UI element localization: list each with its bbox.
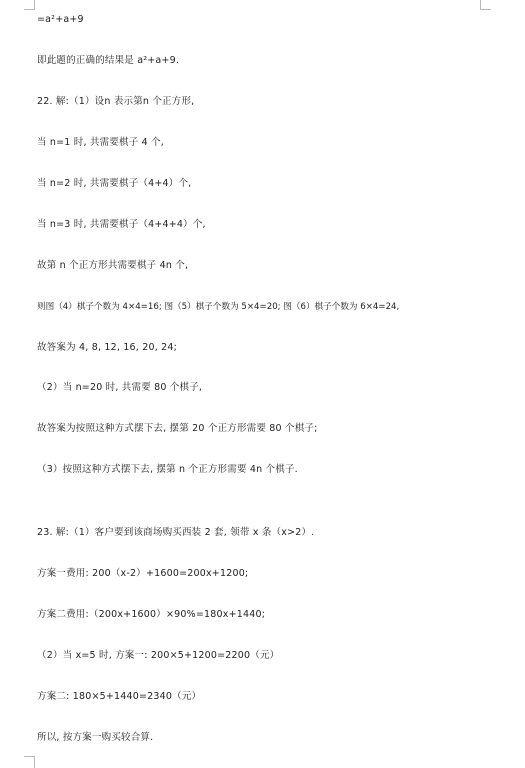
text-line: （2）当 x=5 时, 方案一: 200×5+1200=2200（元） [37,650,280,661]
text-line: 当 n=3 时, 共需要棋子（4+4+4）个, [37,219,206,230]
corner-mark-bottom-left-horizontal [24,756,35,757]
text-line: 则图（4）棋子个数为 4×4=16; 图（5）棋子个数为 5×4=20; 图（6）棋子个数为 6×4=24, [37,302,400,312]
text-line: 22. 解:（1）设n 表示第n 个正方形, [37,96,195,107]
text-line: 即此题的正确的结果是 a²+a+9. [37,55,180,66]
corner-mark-top-left-horizontal [24,9,35,10]
text-line: （2）当 n=20 时, 共需要 80 个棋子, [37,382,203,393]
text-line: =a²+a+9 [37,14,84,25]
text-line: 方案一费用: 200（x-2）+1600=200x+1200; [37,568,249,579]
corner-mark-top-right-horizontal [480,9,491,10]
text-line: 23. 解:（1）客户要到该商场购买西装 2 套, 领带 x 条（x>2）. [37,527,315,538]
text-line: 故第 n 个正方形共需要棋子 4n 个, [37,260,189,271]
text-line: 所以, 按方案一购买较合算. [37,732,154,743]
text-line: 方案二: 180×5+1440=2340（元） [37,691,202,702]
corner-mark-bottom-left-vertical [34,756,35,768]
text-line: 故答案为按照这种方式摆下去, 摆第 20 个正方形需要 80 个棋子; [37,423,318,434]
text-line: 方案二费用:（200x+1600）×90%=180x+1440; [37,609,266,620]
text-line: 故答案为 4, 8, 12, 16, 20, 24; [37,342,178,353]
text-line: 当 n=2 时, 共需要棋子（4+4）个, [37,178,192,189]
text-line: 当 n=1 时, 共需要棋子 4 个, [37,137,165,148]
text-line: （3）按照这种方式摆下去, 摆第 n 个正方形需要 4n 个棋子. [37,464,298,475]
